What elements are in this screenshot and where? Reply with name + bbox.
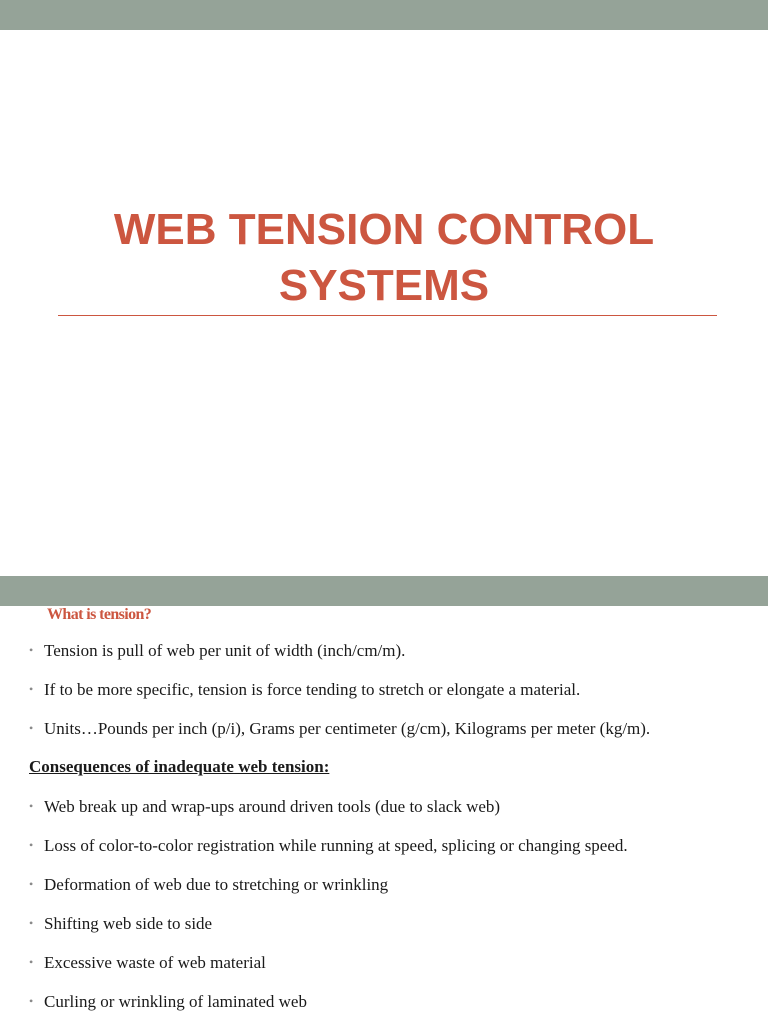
bullet-text: Loss of color-to-color registration while running at speed, splicing or changing speed.: [44, 836, 628, 855]
title-slide: [0, 30, 768, 576]
consequences-heading: Consequences of inadequate web tension:: [29, 757, 330, 776]
title-line-1: WEB TENSION CONTROL: [113, 205, 655, 254]
bullet-text: Units…Pounds per inch (p/i), Grams per centimeter (g/cm), Kilograms per meter (kg/m).: [44, 719, 651, 738]
bullet-dot: •: [29, 682, 34, 696]
bullet-text: Shifting web side to side: [44, 914, 213, 933]
top-bar: [0, 0, 768, 30]
bullet-item: [29, 639, 405, 662]
bullet-text: Excessive waste of web material: [44, 953, 266, 972]
bullet-item: [29, 990, 307, 1013]
bullet-dot: •: [29, 916, 34, 930]
bullet-dot: •: [29, 799, 34, 813]
bullet-dot: •: [29, 643, 34, 657]
bullet-item: [29, 717, 650, 740]
bullet-dot: •: [29, 838, 34, 852]
bullet-item: [29, 912, 212, 935]
bullet-dot: •: [29, 721, 34, 735]
bullet-text: Deformation of web due to stretching or wrinkling: [44, 875, 389, 894]
bullet-item: [29, 795, 500, 818]
title-underline: [58, 315, 717, 316]
slide-title: [0, 202, 768, 314]
section-heading: What is tension?: [47, 606, 152, 623]
title-line-2: SYSTEMS: [278, 261, 490, 310]
bullet-dot: •: [29, 877, 34, 891]
bullet-dot: •: [29, 994, 34, 1008]
bullet-item: [29, 834, 628, 857]
bullet-dot: •: [29, 955, 34, 969]
bullet-item: [29, 873, 388, 896]
bullet-text: Web break up and wrap-ups around driven tools (due to slack web): [44, 797, 501, 816]
content-slide: [0, 606, 768, 1024]
bullet-text: Curling or wrinkling of laminated web: [44, 992, 307, 1011]
bullet-item: [29, 951, 266, 974]
bullet-text: If to be more specific, tension is force tending to stretch or elongate a material.: [44, 680, 581, 699]
bullet-text: Tension is pull of web per unit of width (inch/cm/m).: [44, 641, 406, 660]
slide-divider-bar: [0, 576, 768, 606]
bullet-item: [29, 678, 580, 701]
